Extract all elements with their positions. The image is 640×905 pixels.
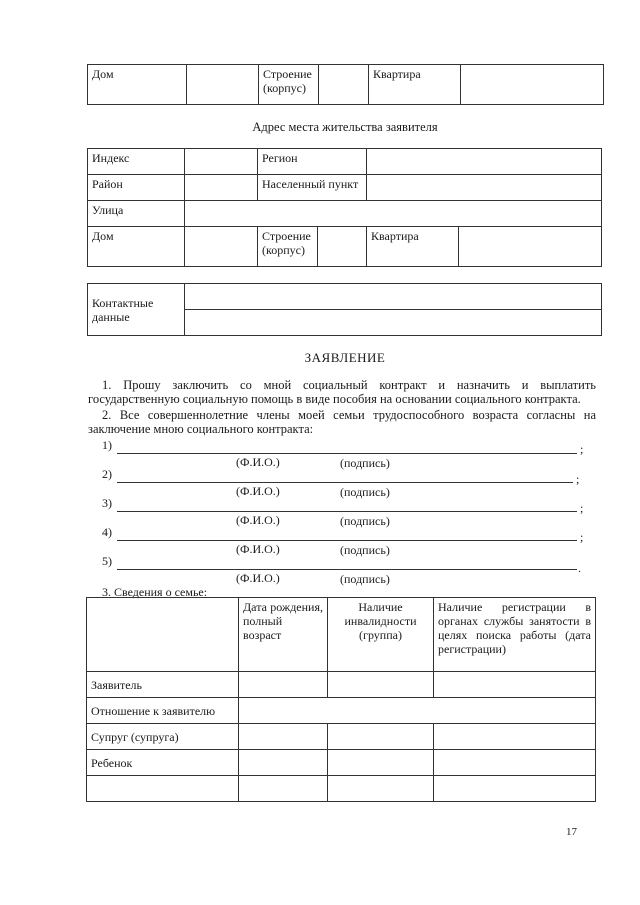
paragraph-1: 1. Прошу заключить со мной социальный контракт и назначить и выплатить государственную социальную помощь в виде пособия на основании социального контракта.	[88, 378, 596, 406]
family-title: 3. Сведения о семье:	[102, 585, 208, 599]
sign-caption: (подпись)	[340, 485, 390, 499]
sign-caption: (подпись)	[340, 572, 390, 586]
house-label: Дом	[88, 65, 187, 105]
contacts-table	[87, 283, 602, 336]
fio-line[interactable]	[117, 453, 577, 454]
family-cell[interactable]	[434, 724, 596, 750]
fio-line[interactable]	[117, 511, 577, 512]
apartment-field[interactable]	[461, 65, 604, 105]
family-header-registration: Наличие регистрации в органах службы занятости в целях поиска работы (дата регистрации)	[434, 598, 596, 672]
residence-title: Адрес места жительства заявителя	[252, 120, 438, 134]
building-label-2: Строение (корпус)	[258, 227, 318, 267]
sign-caption: (подпись)	[340, 456, 390, 470]
house-label-2: Дом	[88, 227, 185, 267]
house-field[interactable]	[187, 65, 259, 105]
apartment-field-2[interactable]	[459, 227, 602, 267]
line-end: ;	[580, 501, 584, 515]
top-address-table	[87, 64, 604, 105]
street-label: Улица	[88, 201, 185, 227]
apartment-label-2: Квартира	[367, 227, 459, 267]
family-cell[interactable]	[239, 750, 328, 776]
family-cell[interactable]	[239, 672, 328, 698]
fio-caption: (Ф.И.О.)	[236, 571, 280, 585]
family-cell[interactable]	[328, 672, 434, 698]
region-label: Регион	[258, 149, 367, 175]
member-number: 1)	[102, 438, 112, 452]
index-field[interactable]	[185, 149, 258, 175]
index-label: Индекс	[88, 149, 185, 175]
fio-line[interactable]	[117, 569, 577, 570]
fio-line[interactable]	[117, 482, 573, 483]
street-field[interactable]	[185, 201, 602, 227]
member-number: 5)	[102, 554, 112, 568]
fio-line[interactable]	[117, 540, 577, 541]
region-field[interactable]	[367, 149, 602, 175]
statement-title: ЗАЯВЛЕНИЕ	[304, 350, 386, 365]
family-header-empty	[87, 598, 239, 672]
district-field[interactable]	[185, 175, 258, 201]
family-table	[86, 597, 596, 802]
contacts-field-2[interactable]	[185, 310, 602, 336]
relation-cell[interactable]	[239, 698, 596, 724]
family-cell[interactable]	[434, 776, 596, 802]
family-header-birth: Дата рождения, полный возраст	[239, 598, 328, 672]
family-cell[interactable]	[434, 750, 596, 776]
family-cell[interactable]	[328, 750, 434, 776]
family-header-disability: Наличие инвалидности (группа)	[328, 598, 434, 672]
family-row-label: Отношение к заявителю	[87, 698, 239, 724]
line-end: ;	[580, 530, 584, 544]
sign-caption: (подпись)	[340, 543, 390, 557]
line-end: .	[578, 561, 581, 575]
residence-table	[87, 148, 602, 267]
paragraph-2: 2. Все совершеннолетние члены моей семьи трудоспособного возраста согласны на заключение мною социального контракта:	[88, 408, 596, 436]
settlement-field[interactable]	[367, 175, 602, 201]
family-cell[interactable]	[328, 776, 434, 802]
family-cell[interactable]	[239, 776, 328, 802]
line-end: ;	[576, 472, 580, 486]
district-label: Район	[88, 175, 185, 201]
contacts-label: Контактные данные	[88, 284, 185, 336]
family-cell[interactable]	[328, 724, 434, 750]
building-field-2[interactable]	[318, 227, 367, 267]
member-number: 4)	[102, 525, 112, 539]
fio-caption: (Ф.И.О.)	[236, 484, 280, 498]
fio-caption: (Ф.И.О.)	[236, 455, 280, 469]
family-cell[interactable]	[239, 724, 328, 750]
sign-caption: (подпись)	[340, 514, 390, 528]
apartment-label: Квартира	[369, 65, 461, 105]
settlement-label: Населенный пункт	[258, 175, 367, 201]
family-row-label: Ребенок	[87, 750, 239, 776]
member-number: 3)	[102, 496, 112, 510]
member-number: 2)	[102, 467, 112, 481]
line-end: ;	[580, 442, 584, 456]
house-field-2[interactable]	[185, 227, 258, 267]
family-cell[interactable]	[434, 672, 596, 698]
building-field[interactable]	[319, 65, 369, 105]
fio-caption: (Ф.И.О.)	[236, 542, 280, 556]
family-row-label: Супруг (супруга)	[87, 724, 239, 750]
fio-caption: (Ф.И.О.)	[236, 513, 280, 527]
page-number: 17	[566, 826, 577, 838]
family-row-label: Заявитель	[87, 672, 239, 698]
family-row-label	[87, 776, 239, 802]
contacts-field-1[interactable]	[185, 284, 602, 310]
building-label: Строение (корпус)	[259, 65, 319, 105]
